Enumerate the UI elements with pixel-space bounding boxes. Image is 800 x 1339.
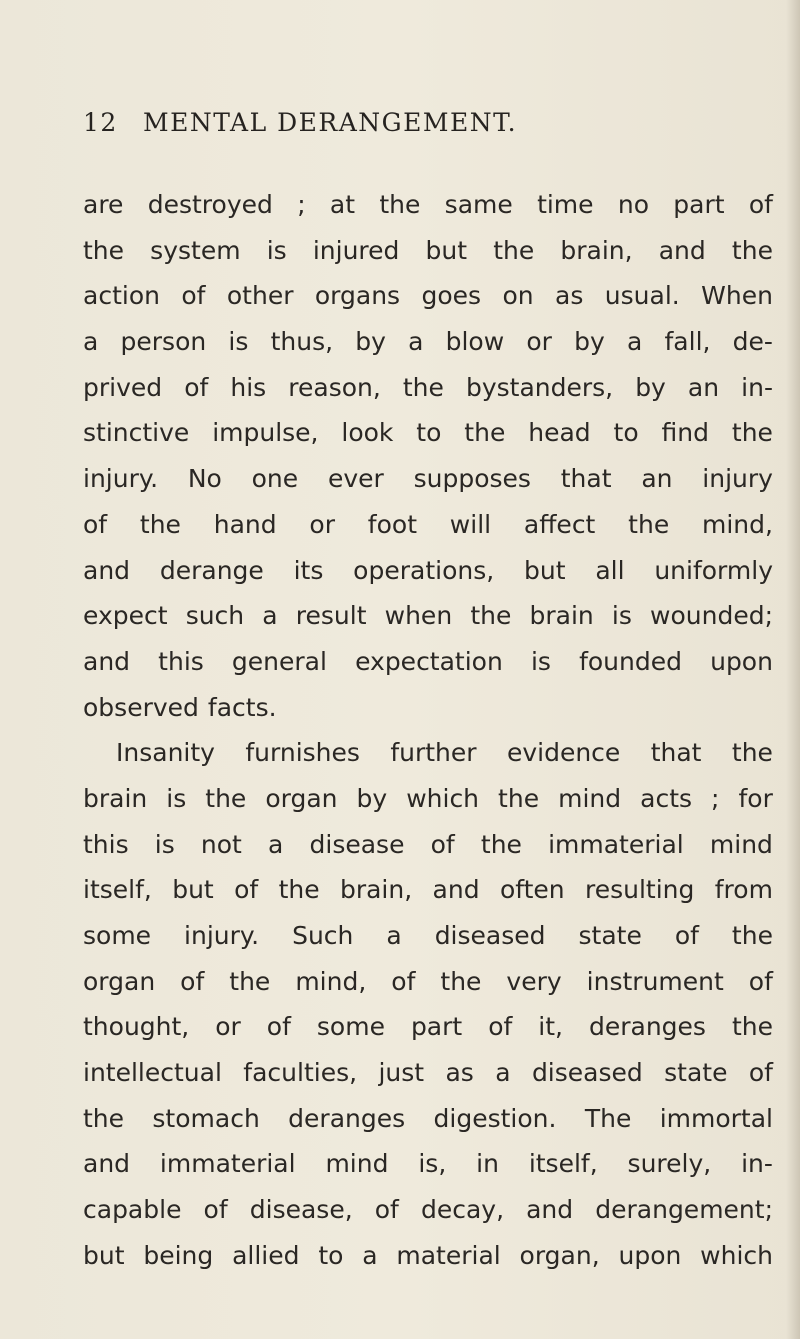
text-line: stinctive impulse, look to the head to find the <box>83 418 773 448</box>
text-line: injury. No one ever supposes that an injury <box>83 464 773 494</box>
text-line: the system is injured but the brain, and the <box>83 235 773 265</box>
text-line: and derange its operations, but all uniformly <box>83 555 773 585</box>
text-line: but being allied to a material organ, upon which <box>83 1240 773 1270</box>
text-line: observed facts. <box>83 692 277 722</box>
text-line: are destroyed ; at the same time no part of <box>83 190 773 219</box>
text-line: intellectual faculties, just as a diseased state of <box>83 1058 773 1088</box>
text-line: action of other organs goes on as usual. When <box>83 281 773 311</box>
text-line: organ of the mind, of the very instrument of <box>83 966 773 996</box>
text-line: a person is thus, by a blow or by a fall, de- <box>83 327 773 357</box>
text-line: the stomach deranges digestion. The immortal <box>83 1103 773 1133</box>
text-line: some injury. Such a diseased state of the <box>83 921 773 950</box>
text-line: prived of his reason, the bystanders, by an in- <box>83 372 773 402</box>
page-edge-shadow <box>786 0 800 1339</box>
text-line: of the hand or foot will affect the mind, <box>83 509 773 539</box>
text-line: and this general expectation is founded upon <box>83 646 773 676</box>
running-head: MENTAL DERANGEMENT. <box>143 108 518 137</box>
text-line: capable of disease, of decay, and derangement; <box>83 1195 773 1225</box>
text-line: brain is the organ by which the mind acts ; for <box>83 783 773 813</box>
page-number: 12 <box>83 108 118 137</box>
text-line: this is not a disease of the immaterial mind <box>83 829 773 859</box>
text-line: thought, or of some part of it, deranges the <box>83 1012 773 1042</box>
text-line: Insanity furnishes further evidence that the <box>116 738 773 768</box>
text-line: expect such a result when the brain is wounded; <box>83 601 773 631</box>
page-header <box>83 108 723 144</box>
text-line: itself, but of the brain, and often resulting from <box>83 875 773 905</box>
body-text <box>83 182 773 1279</box>
text-line: and immaterial mind is, in itself, surely, in- <box>83 1149 773 1179</box>
